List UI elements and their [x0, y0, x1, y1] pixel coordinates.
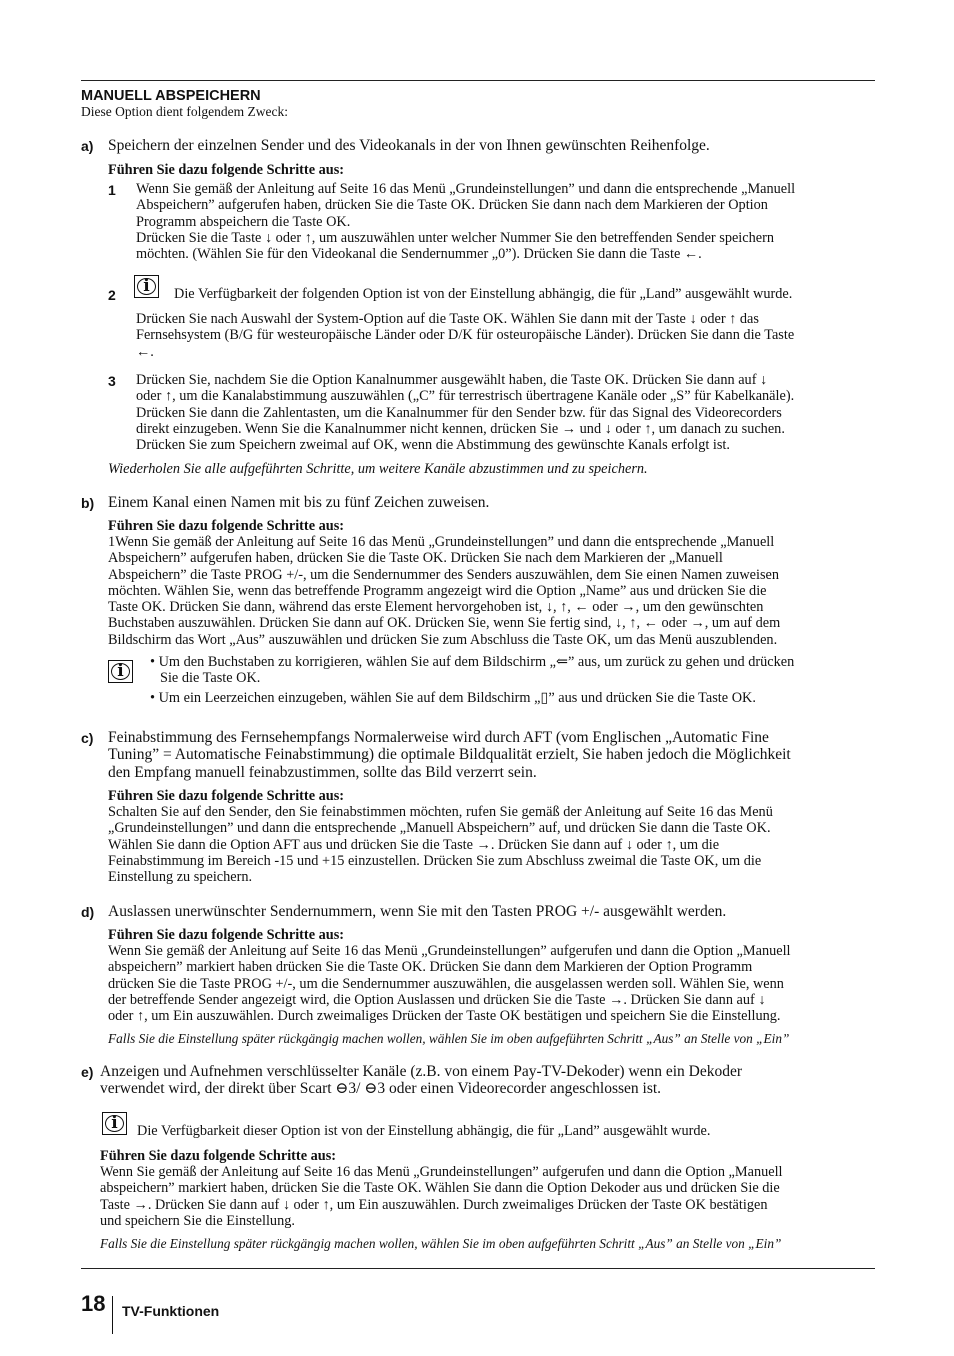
info-icon: i — [134, 275, 159, 298]
step1-line: möchten. (Wählen Sie für den Videokanal die Sendernummer „0”). Drücken Sie dann die Taste ←. — [136, 246, 702, 263]
step3-line: oder ↑, um die Kanalabstimmung auszuwählen („C” für terrestrisch übertragene Kanäle oder „S” für Kabelkanäle). — [136, 388, 795, 405]
item-d-line: oder ↑, um Ein auszuwählen. Durch zweimaliges Drücken der Taste OK bestätigen und speichern Sie die Einstellung. — [108, 1008, 781, 1025]
footer-section: TV-Funktionen — [122, 1303, 220, 1319]
item-d-line: abspeichern” markiert haben drücken Sie die Taste OK. Drücken Sie dann dem Markieren der Option Programm — [108, 959, 753, 976]
item-d-text — [108, 943, 791, 1024]
item-b-line: 1Wenn Sie gemäß der Anleitung auf Seite 16 das Menü „Grundeinstellungen” und dann die entsprechende „Manuell — [108, 534, 775, 550]
item-d-line: der betreffende Sender angezeigt wird, die Option Auslassen und drücken Sie die Taste →. Drücken Sie dann auf ↓ — [108, 991, 766, 1008]
step2-line: Drücken Sie nach Auswahl der System-Option auf die Taste OK. Wählen Sie dann mit der Taste ↓ oder ↑ das — [136, 311, 759, 327]
step3-line: Drücken Sie dann die Zahlentasten, um die Kanalnummer für den Sender bzw. für das Signal des Videorecorders — [136, 404, 782, 421]
item-d-line: drücken Sie die Taste PROG +/-, um die Sendernummer auszuwählen, die ausgelassen werden soll. Wählen Sie, wenn — [108, 975, 784, 992]
step1-line: Wenn Sie gemäß der Anleitung auf Seite 16 das Menü „Grundeinstellungen” und dann die entsprechende „Manuell — [136, 181, 796, 197]
item-c-intro — [108, 729, 791, 781]
item-e-line: Wenn Sie gemäß der Anleitung auf Seite 16 das Menü „Grundeinstellungen” aufgerufen und dann die Option „Manuell — [100, 1164, 783, 1180]
item-c-intro-line: Feinabstimmung des Fernsehempfangs Normalerweise wird durch AFT (vom Englischen „Automatic Fine — [108, 729, 769, 746]
step1-text — [136, 181, 795, 262]
item-d-intro: Auslassen unerwünschter Sendernummern, wenn Sie mit den Tasten PROG +/- ausgewählt werden. — [108, 903, 727, 920]
item-c-line: Wählen Sie dann die Option AFT aus und drücken Sie die Taste →. Drücken Sie dann auf ↓ oder ↑, um die — [108, 836, 720, 853]
step3-line: direkt einzugeben. Wenn Sie die Kanalnummer nicht kennen, drücken Sie → und ↓ oder ↑, um danach zu suchen. — [136, 420, 785, 437]
item-d-line: Wenn Sie gemäß der Anleitung auf Seite 16 das Menü „Grundeinstellungen” aufgerufen und dann die Option „Manuell — [108, 943, 791, 959]
item-label-a: a) — [81, 138, 94, 154]
item-b-line: Buchstaben auszuwählen. Drücken Sie dann auf OK. Drücken Sie, wenn Sie fertig sind, ↓, ↑, ← oder →, um auf dem — [108, 615, 781, 632]
step2-info-note: Die Verfügbarkeit der folgenden Option ist von der Einstellung abhängig, die für „Land” ausgewählt wurde. — [174, 286, 793, 302]
step2-line: ←. — [136, 343, 154, 360]
item-c-intro-line: Tuning” = Automatische Feinabstimmung) die optimale Bildqualität erzielt, Sie haben jedoch die Möglichkeit — [108, 746, 791, 764]
item-e-intro — [100, 1063, 742, 1098]
section-title: MANUELL ABSPEICHERN — [81, 88, 261, 104]
section-subtitle: Diese Option dient folgendem Zweck: — [81, 104, 288, 119]
item-e-line: und speichern Sie die Einstellung. — [100, 1212, 295, 1229]
bottom-rule — [81, 1268, 875, 1269]
item-b-line: Abspeichern” aufgerufen haben, drücken Sie die Taste OK. Drücken Sie nach dem Markieren der „Manuell — [108, 550, 723, 567]
item-b-text — [108, 534, 780, 648]
item-c-text — [108, 804, 773, 885]
item-label-b: b) — [81, 495, 95, 511]
info-icon: i — [102, 1112, 127, 1135]
steps-heading-b: Führen Sie dazu folgende Schritte aus: — [108, 518, 345, 534]
item-c-line: Einstellung zu speichern. — [108, 869, 253, 886]
step3-line: Drücken Sie zum Speichern zweimal auf OK, wenn die Abstimmung des gewünschte Kanals erfolgt ist. — [136, 437, 730, 454]
bullet-line: • Um den Buchstaben zu korrigieren, wählen Sie auf dem Bildschirm „⇐” aus, um zurück zu gehen und drücken — [150, 654, 795, 670]
item-e-note: Falls Sie die Einstellung später rückgängig machen wollen, wählen Sie im oben aufgeführten Schritt „Aus” an Stelle von „Ein” — [100, 1236, 782, 1251]
item-b-line: Abspeichern” die Taste PROG +/-, um die Sendernummer des Senders auszuwählen, dem Sie einen Namen zuweisen — [108, 566, 780, 583]
item-c-line: „Grundeinstellungen” und dann die entsprechende „Manuell Abspeichern” auf, und drücken Sie dann die Taste OK. — [108, 820, 771, 837]
steps-heading-d: Führen Sie dazu folgende Schritte aus: — [108, 927, 345, 943]
step-number-3: 3 — [108, 373, 116, 389]
step1-line: Programm abspeichern die Taste OK. — [136, 213, 351, 230]
top-rule — [81, 80, 875, 81]
info-icon: i — [108, 660, 133, 683]
step2-line: Fernsehsystem (B/G für westeuropäische Länder oder D/K für osteuropäische Länder). Drücken Sie dann die Taste — [136, 327, 795, 344]
footer-divider — [112, 1296, 113, 1334]
step1-line: Drücken Sie die Taste ↓ oder ↑, um auszuwählen unter welcher Nummer Sie den betreffenden Sender speichern — [136, 229, 775, 246]
item-d-note: Falls Sie die Einstellung später rückgängig machen wollen, wählen Sie im oben aufgeführten Schritt „Aus” an Stelle von „Ein” — [108, 1031, 790, 1046]
item-e-text — [100, 1164, 783, 1229]
steps-heading-e: Führen Sie dazu folgende Schritte aus: — [100, 1148, 337, 1164]
step3-text — [136, 372, 794, 453]
bullet-correct-letter — [150, 654, 794, 687]
item-e-info-note: Die Verfügbarkeit dieser Option ist von der Einstellung abhängig, die für „Land” ausgewählt wurde. — [137, 1123, 711, 1139]
step3-line: Drücken Sie, nachdem Sie die Option Kanalnummer ausgewählt haben, die Taste OK. Drücken Sie dann auf ↓ — [136, 372, 768, 388]
item-b-line: Taste OK. Drücken Sie dann, während das erste Element hervorgehoben ist, ↓, ↑, ← oder →, um den gewünschten — [108, 599, 764, 616]
steps-heading-a: Führen Sie dazu folgende Schritte aus: — [108, 162, 345, 178]
item-b-intro: Einem Kanal einen Namen mit bis zu fünf Zeichen zuweisen. — [108, 494, 490, 511]
step2-text — [136, 311, 794, 360]
page-number: 18 — [81, 1291, 106, 1316]
item-b-line: möchten. Wählen Sie, wenn das betreffende Programm angezeigt wird die Option „Name” aus und drücken Sie die — [108, 582, 767, 599]
item-e-line: abspeichern” markiert haben, drücken Sie die Taste OK. Wählen Sie dann die Option Dekoder aus und drücken Sie die — [100, 1180, 780, 1197]
item-c-line: Feinabstimmung im Bereich -15 und +15 einzustellen. Drücken Sie zum Abschluss zweimal die Taste OK, um die — [108, 852, 762, 869]
item-c-line: Schalten Sie auf den Sender, den Sie feinabstimmen möchten, rufen Sie gemäß der Anleitung auf Seite 16 das Menü — [108, 804, 773, 820]
item-label-e: e) — [81, 1064, 94, 1080]
item-label-d: d) — [81, 904, 95, 920]
step-number-1: 1 — [108, 182, 116, 198]
item-e-intro-line: verwendet wird, der direkt über Scart ⊖3/ ⊖3 oder einen Videorecorder angeschlossen ist. — [100, 1080, 662, 1098]
item-b-line: Bildschirm das Wort „Aus” auszuwählen und drücken Sie zum Abschluss die Taste OK, um das Menü auszublenden. — [108, 631, 778, 648]
item-e-line: Taste →. Drücken Sie dann auf ↓ oder ↑, um Ein auszuwählen. Durch zweimaliges Drücken der Taste OK bestätigen — [100, 1196, 768, 1213]
bullet-space: • Um ein Leerzeichen einzugeben, wählen Sie auf dem Bildschirm „▯” aus und drücken Sie die Taste OK. — [150, 690, 756, 706]
step-number-2: 2 — [108, 287, 116, 303]
item-label-c: c) — [81, 730, 94, 746]
step1-line: Abspeichern” aufgerufen haben, drücken Sie die Taste OK. Drücken Sie dann nach dem Markieren der Option — [136, 197, 768, 214]
repeat-note: Wiederholen Sie alle aufgeführten Schritte, um weitere Kanäle abzustimmen und zu speichern. — [108, 461, 648, 477]
item-c-intro-line: den Empfang manuell feinabzustimmen, sollte das Bild verzerrt sein. — [108, 763, 537, 781]
bullet-line: Sie die Taste OK. — [160, 670, 261, 687]
steps-heading-c: Führen Sie dazu folgende Schritte aus: — [108, 788, 345, 804]
item-a-intro: Speichern der einzelnen Sender und des Videokanals in der von Ihnen gewünschten Reihenfolge. — [108, 137, 710, 154]
item-e-intro-line: Anzeigen und Aufnehmen verschlüsselter Kanäle (z.B. von einem Pay-TV-Dekoder) wenn ein Dekoder — [100, 1063, 743, 1080]
